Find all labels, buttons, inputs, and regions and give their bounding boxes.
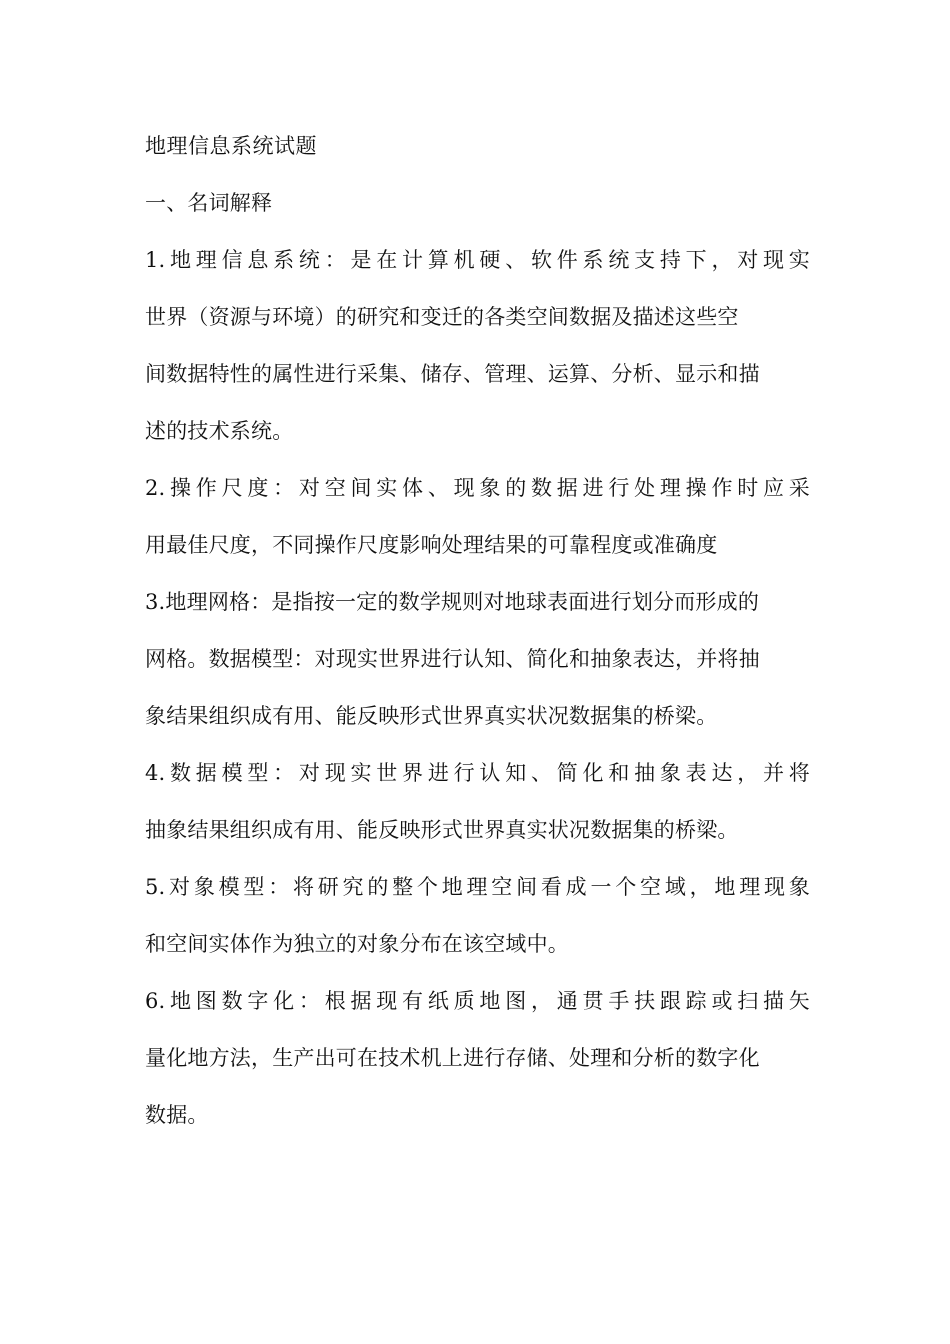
definition-line: 网格。数据模型：对现实世界进行认知、简化和抽象表达，并将抽 xyxy=(145,647,760,671)
definition-line: 1.地理信息系统：是在计算机硬、软件系统支持下，对现实 xyxy=(145,248,810,272)
definition-line: 3.地理网格：是指按一定的数学规则对地球表面进行划分而形成的 xyxy=(145,590,760,614)
definition-line: 用最佳尺度，不同操作尺度影响处理结果的可靠程度或准确度 xyxy=(145,533,718,557)
definition-line: 5.对象模型：将研究的整个地理空间看成一个空域，地理现象 xyxy=(145,875,810,899)
definition-line: 4.数据模型：对现实世界进行认知、简化和抽象表达，并将 xyxy=(145,761,810,785)
document-title: 地理信息系统试题 xyxy=(145,134,317,158)
definition-line: 和空间实体作为独立的对象分布在该空域中。 xyxy=(145,932,569,956)
definition-line: 数据。 xyxy=(145,1103,209,1127)
definition-line: 象结果组织成有用、能反映形式世界真实状况数据集的桥梁。 xyxy=(145,704,718,728)
definition-line: 抽象结果组织成有用、能反映形式世界真实状况数据集的桥梁。 xyxy=(145,818,739,842)
definition-line: 述的技术系统。 xyxy=(145,419,294,443)
definition-line: 世界（资源与环境）的研究和变迁的各类空间数据及描述这些空 xyxy=(145,305,739,329)
definition-line: 间数据特性的属性进行采集、储存、管理、运算、分析、显示和描 xyxy=(145,362,760,386)
document-content xyxy=(145,118,810,1144)
definition-line: 6.地图数字化：根据现有纸质地图，通贯手扶跟踪或扫描矢 xyxy=(145,989,810,1013)
definition-line: 量化地方法，生产出可在技术机上进行存储、处理和分析的数字化 xyxy=(145,1046,760,1070)
section-heading: 一、名词解释 xyxy=(145,191,273,215)
definition-line: 2.操作尺度：对空间实体、现象的数据进行处理操作时应采 xyxy=(145,476,810,500)
